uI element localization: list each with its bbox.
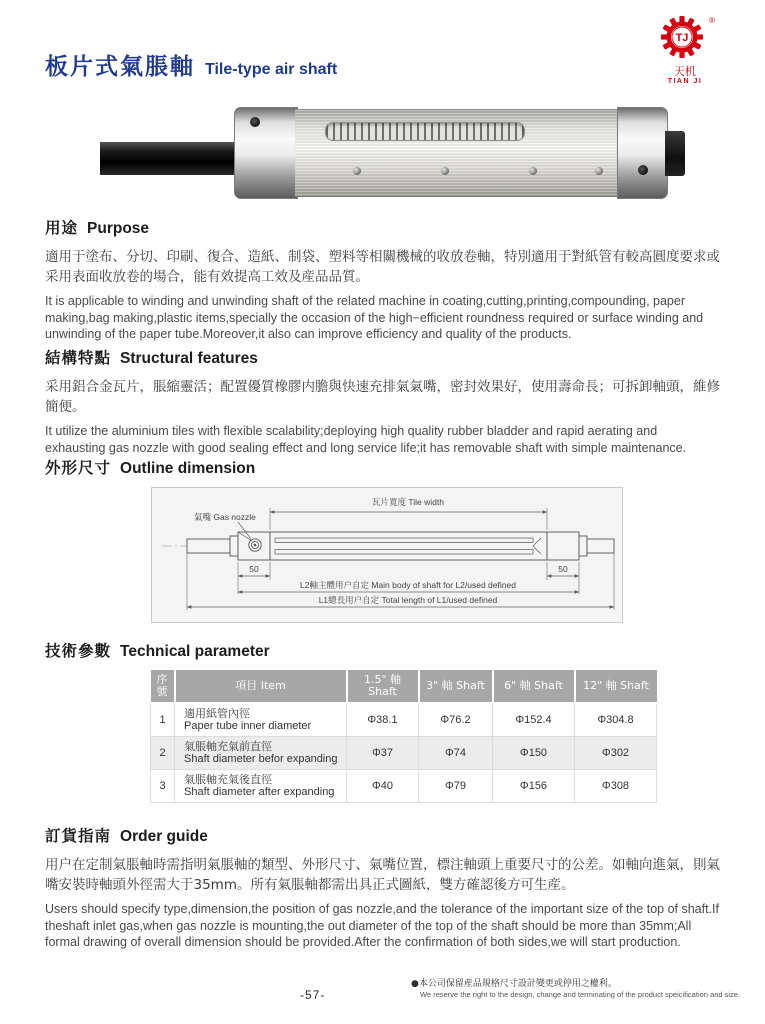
technical-heading-en: Technical parameter	[120, 643, 270, 660]
order-body-en: Users should specify type,dimension,the position of gas nozzle,and the tolerance of the important size of the top of shaft.If theshaft inlet gas,when gas nozzle is mounting,the out diameter of the top of the shaft should be more than 35mm;All formal drawing of overall dimension should be provided.After the confirmation of both sides,we will start production.	[45, 902, 719, 949]
cell-item-en: Paper tube inner diameter	[184, 720, 312, 732]
product-photo	[100, 101, 685, 205]
order-body-cn: 用户在定制氣脹軸時需指明氣脹軸的類型、外形尺寸、氣嘴位置，標注軸頭上重要尺寸的公差。如軸向進氣，則氣嘴安裝時軸頭外徑需大于35mm。所有氣脹軸都需出具正式圖紙，雙方確認後方可生産。	[45, 857, 720, 893]
tile-slot	[325, 122, 525, 141]
cell-value: Φ308	[575, 770, 657, 803]
screw-icon	[353, 167, 361, 175]
purpose-body-en: It is applicable to winding and unwinding shaft of the related machine in coating,cutting,printing,compounding, paper making,bag making,plastic items,specially the occasion of the high−efficient roundness required or surface winding and unwinding of the paper tube.Moreover,it also can improve efficiency and quality of the products.	[45, 294, 704, 341]
cell-serial: 1	[151, 703, 175, 737]
cell-item-en: Shaft diameter befor expanding	[184, 753, 338, 765]
table-row	[151, 770, 657, 803]
cell-value: Φ79	[419, 770, 493, 803]
technical-parameter-table	[150, 670, 657, 803]
col-header-6: 6" 軸 Shaft	[493, 670, 575, 703]
table-row	[151, 703, 657, 737]
footer-note-cn: 本公司保留産品規格尺寸設計變更或停用之權利。	[418, 979, 617, 989]
order-heading-en: Order guide	[120, 828, 208, 845]
company-logo	[649, 14, 721, 85]
structural-heading-en: Structural features	[120, 350, 258, 367]
outline-diagram	[151, 487, 623, 623]
bolt-icon	[250, 117, 260, 127]
structural-body-en: It utilize the aluminium tiles with flexible scalability;deploying high quality rubber bladder and rapid aerating and exhausting gas nozzle with good sealing effect and long service life;it has removable shaft with simple maintenance.	[45, 424, 687, 455]
logo-name-en: TIAN JI	[667, 78, 703, 85]
page-title-cn: 板片式氣脹軸	[45, 53, 195, 79]
page-title	[45, 48, 337, 81]
cell-value: Φ40	[347, 770, 419, 803]
section-outline	[45, 456, 721, 623]
screw-icon	[529, 167, 537, 175]
cell-value: Φ152.4	[493, 703, 575, 737]
cell-value: Φ304.8	[575, 703, 657, 737]
registered-mark: ®	[709, 16, 715, 25]
footer-note	[411, 979, 741, 1000]
tile-width-label: 瓦片寬度 Tile width	[372, 497, 444, 507]
cell-value: Φ37	[347, 737, 419, 770]
l2-label: L2軸主體用户自定 Main body of shaft for L2/used defined	[300, 580, 516, 590]
outline-heading-cn: 外形尺寸	[45, 459, 112, 477]
outline-heading-en: Outline dimension	[120, 460, 256, 477]
cell-item-cn: 適用紙管內徑	[184, 707, 250, 720]
bullet-icon: ●	[411, 979, 419, 989]
purpose-heading-en: Purpose	[87, 220, 150, 237]
col-header-serial: 序號	[151, 670, 175, 703]
cell-serial: 3	[151, 770, 175, 803]
cell-value: Φ156	[493, 770, 575, 803]
cell-item	[175, 703, 347, 737]
gas-nozzle-cap	[665, 131, 685, 176]
section-purpose	[45, 216, 721, 343]
col-header-item: 項目 Item	[175, 670, 347, 703]
cell-value: Φ302	[575, 737, 657, 770]
col-header-3: 3" 軸 Shaft	[419, 670, 493, 703]
bolt-icon	[638, 165, 648, 175]
purpose-heading-cn: 用途	[45, 219, 79, 237]
purpose-body-cn: 適用于塗布、分切、印刷、復合、造紙、制袋、塑料等相關機械的收放卷軸，特別適用于對紙管有較高圓度要求或采用表面收放卷的場合，能有效提高工效及産品品質。	[45, 249, 720, 285]
order-heading-cn: 訂貨指南	[45, 827, 112, 845]
col-header-1_5: 1.5" 軸 Shaft	[347, 670, 419, 703]
cell-value: Φ74	[419, 737, 493, 770]
footer-note-en: We reserve the right to the design, change and terminating of the product speicification and size.	[420, 990, 741, 999]
page-title-en: Tile-type air shaft	[205, 61, 338, 78]
structural-heading-cn: 結構特點	[45, 349, 112, 367]
shaft-head-left	[234, 107, 298, 199]
technical-heading-cn: 技術參數	[45, 642, 112, 660]
cell-serial: 2	[151, 737, 175, 770]
cell-value: Φ76.2	[419, 703, 493, 737]
cell-item-cn: 氣脹軸充氣後直徑	[184, 773, 272, 786]
l1-label: L1總長用户自定 Total length of L1/used defined	[318, 595, 498, 605]
page-number: -57-	[300, 988, 326, 1002]
dim-50-left: 50	[249, 564, 259, 574]
cell-value: Φ38.1	[347, 703, 419, 737]
screw-icon	[441, 167, 449, 175]
section-structural	[45, 346, 721, 456]
shaft-journal-left	[100, 142, 238, 175]
gas-nozzle-label: 氣嘴 Gas nozzle	[194, 512, 256, 522]
cell-item	[175, 737, 347, 770]
logo-name-cn: 天机	[674, 65, 696, 78]
shaft-body	[295, 109, 618, 197]
shaft-drawing	[187, 532, 614, 560]
cell-item-cn: 氣脹軸充氣前直徑	[184, 740, 272, 753]
col-header-12: 12" 軸 Shaft	[575, 670, 657, 703]
dim-50-right: 50	[558, 564, 568, 574]
screw-icon	[595, 167, 603, 175]
cell-item	[175, 770, 347, 803]
table-header-row	[151, 670, 657, 703]
gear-logo-icon	[649, 14, 721, 60]
logo-monogram: TJ	[675, 32, 689, 45]
shaft-head-right	[617, 107, 668, 199]
table-row	[151, 737, 657, 770]
section-order	[45, 824, 721, 951]
structural-body-cn: 采用鋁合金瓦片，脹縮靈活；配置優質橡膠内膽與快速充排氣氣嘴，密封效果好，使用壽命長；可拆卸軸頭，維修簡便。	[45, 379, 720, 415]
cell-value: Φ150	[493, 737, 575, 770]
cell-item-en: Shaft diameter after expanding	[184, 786, 335, 798]
section-technical	[45, 639, 721, 803]
